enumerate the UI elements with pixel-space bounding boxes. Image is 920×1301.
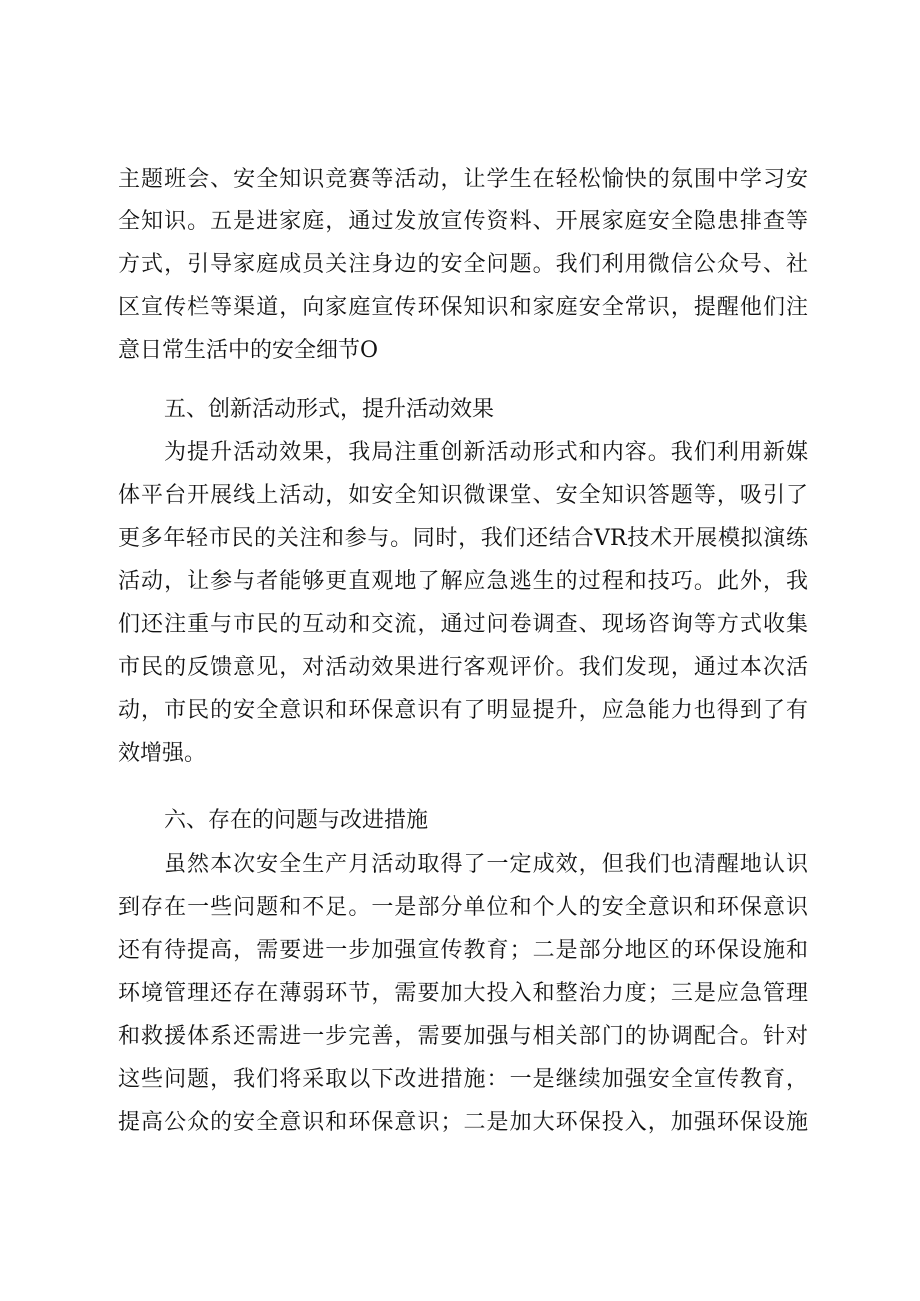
paragraph-2-line-2: 体平台开展线上活动，如安全知识微课堂、安全知识答题等，吸引了 — [118, 483, 808, 508]
paragraph-1-line-1: 主题班会、安全知识竞赛等活动，让学生在轻松愉快的氛围中学习安 — [118, 167, 808, 192]
paragraph-3-line-7: 提高公众的安全意识和环保意识；二是加大环保投入，加强环保设施 — [118, 1110, 808, 1135]
paragraph-3-line-5: 和救援体系还需进一步完善，需要加强与相关部门的协调配合。针对 — [118, 1024, 808, 1049]
paragraph-2-line-3: 更多年轻市民的关注和参与。同时，我们还结合VR技术开展模拟演练 — [118, 526, 808, 551]
paragraph-1-line-4: 区宣传栏等渠道，向家庭宣传环保知识和家庭安全常识，提醒他们注 — [118, 295, 808, 320]
paragraph-3-line-1: 虽然本次安全生产月活动取得了一定成效，但我们也清醒地认识 — [164, 852, 808, 877]
paragraph-3-line-6: 这些问题，我们将采取以下改进措施：一是继续加强安全宣传教育， — [118, 1067, 808, 1092]
paragraph-1-line-5: 意日常生活中的安全细节O — [118, 338, 379, 363]
paragraph-3-line-3: 还有待提高，需要进一步加强宣传教育；二是部分地区的环保设施和 — [118, 938, 808, 963]
paragraph-2-line-5: 们还注重与市民的互动和交流，通过问卷调查、现场咨询等方式收集 — [118, 612, 808, 637]
paragraph-2-line-6: 市民的反馈意见，对活动效果进行客观评价。我们发现，通过本次活 — [118, 655, 808, 680]
paragraph-1-line-3: 方式，引导家庭成员关注身边的安全问题。我们利用微信公众号、社 — [118, 252, 808, 277]
paragraph-2-line-4: 活动，让参与者能够更直观地了解应急逃生的过程和技巧。此外，我 — [118, 569, 808, 594]
paragraph-1-line-2: 全知识。五是进家庭，通过发放宣传资料、开展家庭安全隐患排查等 — [118, 209, 808, 234]
paragraph-3-line-4: 环境管理还存在薄弱环节，需要加大投入和整治力度；三是应急管理 — [118, 981, 808, 1006]
section-heading-6: 六、存在的问题与改进措施 — [164, 808, 429, 833]
paragraph-3-line-2: 到存在一些问题和不足。一是部分单位和个人的安全意识和环保意识 — [118, 895, 808, 920]
section-heading-5: 五、创新活动形式，提升活动效果 — [164, 397, 495, 422]
paragraph-2-line-1: 为提升活动效果，我局注重创新活动形式和内容。我们利用新媒 — [164, 440, 808, 465]
paragraph-2-line-8: 效增强。 — [118, 741, 207, 766]
paragraph-2-line-7: 动，市民的安全意识和环保意识有了明显提升，应急能力也得到了有 — [118, 698, 808, 723]
